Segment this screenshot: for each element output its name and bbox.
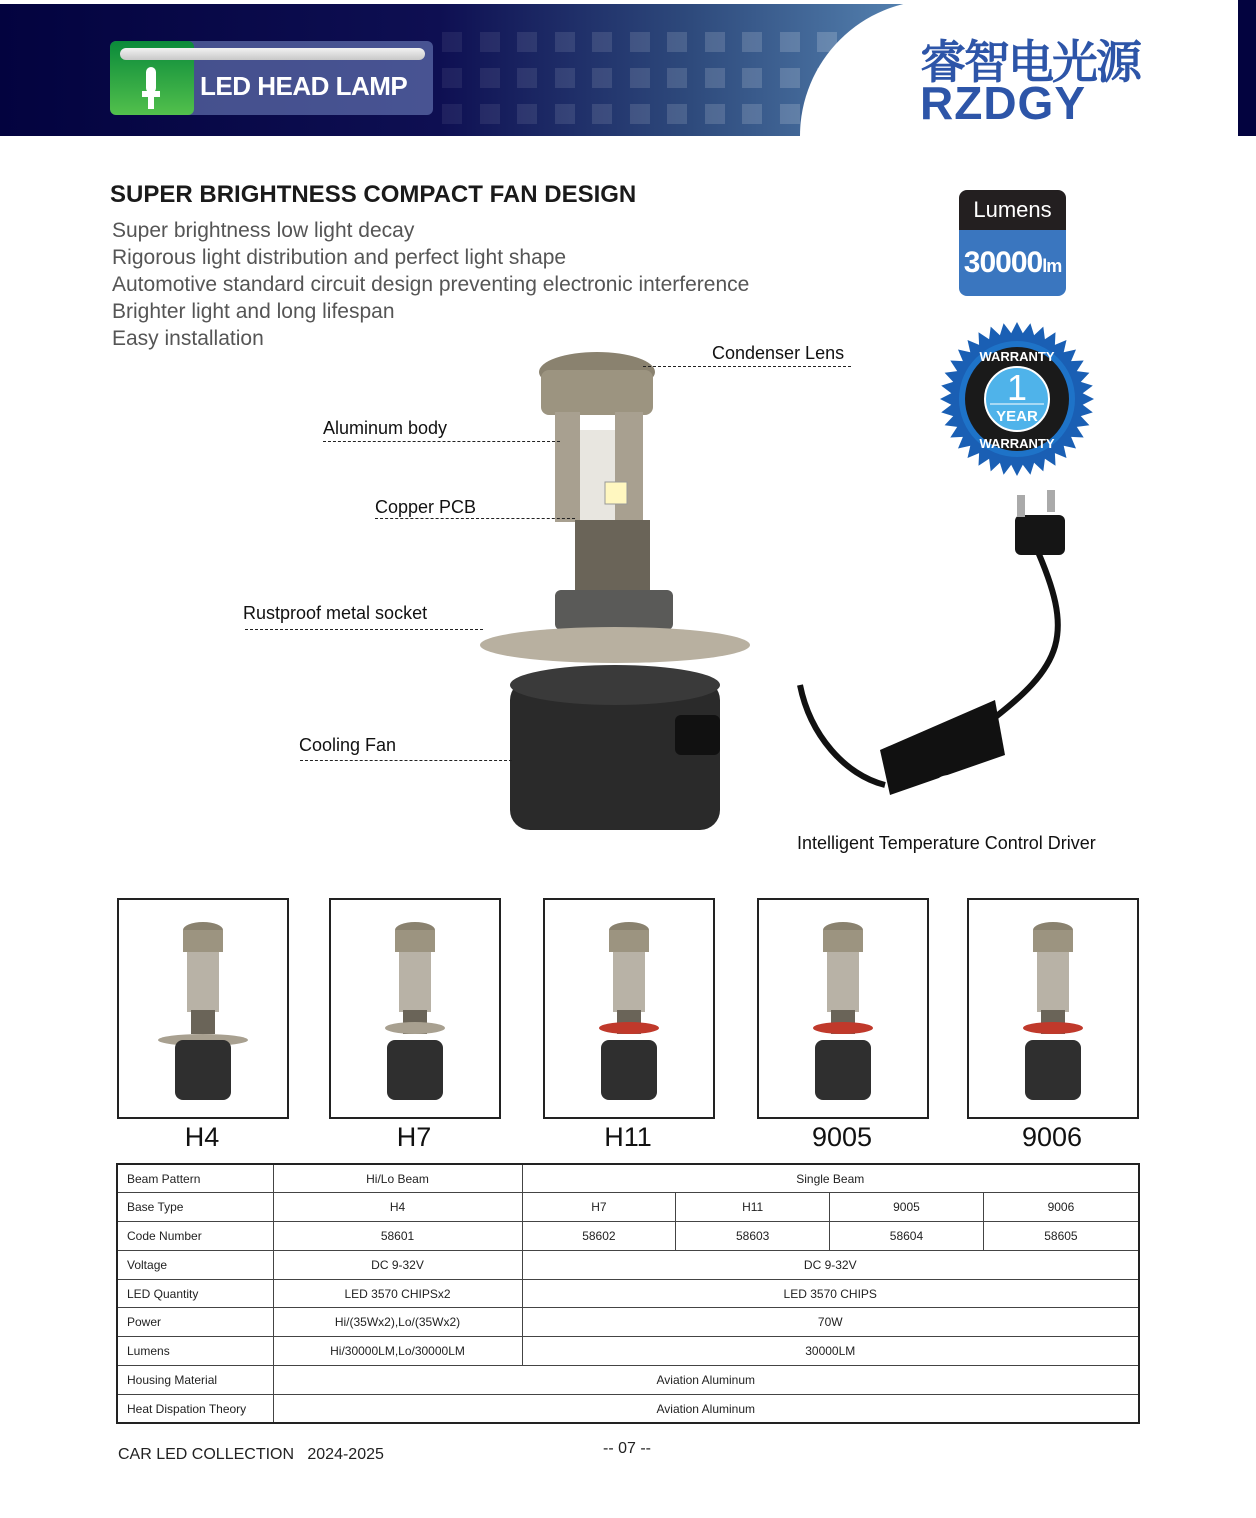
cell: LED 3570 CHIPS — [522, 1279, 1139, 1308]
row-label: Voltage — [117, 1250, 273, 1279]
section-title: SUPER BRIGHTNESS COMPACT FAN DESIGN — [110, 181, 637, 208]
banner-square — [742, 68, 762, 88]
cell: 9006 — [983, 1193, 1139, 1222]
banner-square — [592, 32, 612, 52]
cell: H11 — [676, 1193, 830, 1222]
callout-driver: Intelligent Temperature Control Driver — [797, 833, 1096, 853]
cell: Hi/30000LM,Lo/30000LM — [273, 1337, 522, 1366]
banner-square — [442, 32, 462, 52]
product-name: H4 — [184, 1122, 220, 1152]
banner-square — [555, 68, 575, 88]
banner-square — [480, 68, 500, 88]
product-image-box — [967, 898, 1139, 1119]
category-badge — [110, 41, 433, 115]
warranty-unit: YEAR — [996, 408, 1038, 425]
callout-condenser-lens: Condenser Lens — [712, 343, 845, 363]
callout-aluminum-body: Aluminum body — [323, 418, 448, 438]
warranty-number: 1 — [1006, 367, 1028, 408]
banner-square — [517, 32, 537, 52]
banner-square — [592, 104, 612, 124]
product-name: H7 — [396, 1122, 432, 1152]
table-row — [117, 1164, 1139, 1193]
driver-image — [795, 485, 1095, 815]
lumens-label: Lumens — [959, 190, 1066, 230]
lumens-value-box — [959, 230, 1066, 296]
banner-square — [592, 68, 612, 88]
cell: DC 9-32V — [273, 1250, 522, 1279]
banner-square — [780, 68, 800, 88]
table-row — [117, 1394, 1139, 1423]
banner-square — [442, 104, 462, 124]
banner-square — [630, 32, 650, 52]
product-bulb-image — [119, 900, 287, 1117]
feature-item: Super brightness low light decay — [112, 219, 415, 242]
cell: 58605 — [983, 1222, 1139, 1251]
cell: 70W — [522, 1308, 1139, 1337]
cell: Hi/Lo Beam — [273, 1164, 522, 1193]
banner-square — [780, 104, 800, 124]
table-row — [117, 1308, 1139, 1337]
table-row — [117, 1250, 1139, 1279]
banner-square — [667, 68, 687, 88]
product-bulb-image — [331, 900, 499, 1117]
cell: 9005 — [830, 1193, 984, 1222]
table-row — [117, 1193, 1139, 1222]
cell: Single Beam — [522, 1164, 1139, 1193]
cell: Aviation Aluminum — [273, 1394, 1139, 1423]
page-number: -- 07 -- — [603, 1440, 651, 1457]
banner-square — [480, 32, 500, 52]
banner-square — [517, 104, 537, 124]
cell: 58602 — [522, 1222, 676, 1251]
feature-item: Automotive standard circuit design preventing electronic interference — [112, 273, 750, 296]
category-label: LED HEAD LAMP — [200, 71, 408, 101]
callout-cooling-fan: Cooling Fan — [299, 735, 397, 755]
cell: 58604 — [830, 1222, 984, 1251]
feature-item: Rigorous light distribution and perfect light shape — [112, 246, 567, 269]
callout-line — [375, 518, 575, 519]
table-row — [117, 1337, 1139, 1366]
banner-square — [667, 104, 687, 124]
warranty-bottom-text: WARRANTY — [979, 436, 1055, 451]
product-name: 9005 — [811, 1122, 873, 1152]
row-label: Power — [117, 1308, 273, 1337]
lumens-value: 30000 — [963, 246, 1043, 279]
cell: DC 9-32V — [522, 1250, 1139, 1279]
product-image-box — [117, 898, 289, 1119]
product-name: H11 — [604, 1122, 652, 1152]
banner-square — [742, 104, 762, 124]
banner-square — [705, 104, 725, 124]
callout-line — [643, 366, 851, 367]
banner-square — [742, 32, 762, 52]
banner-square — [630, 68, 650, 88]
cell: H7 — [522, 1193, 676, 1222]
warranty-top-text: WARRANTY — [979, 349, 1055, 364]
product-bulb-image — [969, 900, 1137, 1117]
table-row — [117, 1222, 1139, 1251]
banner-square — [517, 68, 537, 88]
cell: H4 — [273, 1193, 522, 1222]
footer-collection: CAR LED COLLECTION 2024-2025 — [118, 1446, 384, 1463]
feature-item: Brighter light and long lifespan — [112, 300, 395, 323]
row-label: Heat Dispation Theory — [117, 1394, 273, 1423]
table-row — [117, 1279, 1139, 1308]
cell: 58601 — [273, 1222, 522, 1251]
row-label: Housing Material — [117, 1366, 273, 1395]
product-bulb-image — [545, 900, 713, 1117]
banner-square — [705, 68, 725, 88]
callout-socket: Rustproof metal socket — [243, 603, 428, 623]
banner-square — [442, 68, 462, 88]
banner-square — [555, 32, 575, 52]
callout-copper-pcb: Copper PCB — [375, 497, 477, 517]
banner-square — [555, 104, 575, 124]
main-bulb-image — [475, 350, 760, 840]
cell: 58603 — [676, 1222, 830, 1251]
product-image-box — [329, 898, 501, 1119]
cell: LED 3570 CHIPSx2 — [273, 1279, 522, 1308]
feature-item: Easy installation — [112, 327, 264, 350]
table-row — [117, 1366, 1139, 1395]
callout-line — [323, 441, 560, 442]
row-label: Beam Pattern — [117, 1164, 273, 1193]
brand-logo-cn: 睿智电光源 — [920, 36, 1140, 88]
lumens-unit: lm — [1042, 256, 1062, 276]
product-image-box — [543, 898, 715, 1119]
callout-line — [245, 629, 483, 630]
banner-square — [480, 104, 500, 124]
badge-highlight — [120, 48, 425, 60]
brand-logo-en: RZDGY — [920, 77, 1086, 129]
row-label: Lumens — [117, 1337, 273, 1366]
callout-line — [300, 760, 512, 761]
header-edge-bar — [1238, 0, 1256, 136]
cell: 30000LM — [522, 1337, 1139, 1366]
spec-table — [116, 1163, 1140, 1424]
product-name: 9006 — [1021, 1122, 1083, 1152]
row-label: Code Number — [117, 1222, 273, 1251]
product-bulb-image — [759, 900, 927, 1117]
lumens-badge — [959, 190, 1066, 296]
warranty-seal-icon — [940, 320, 1095, 478]
banner-square — [630, 104, 650, 124]
product-image-box — [757, 898, 929, 1119]
cell: Aviation Aluminum — [273, 1366, 1139, 1395]
banner-square — [705, 32, 725, 52]
banner-square — [780, 32, 800, 52]
row-label: LED Quantity — [117, 1279, 273, 1308]
row-label: Base Type — [117, 1193, 273, 1222]
banner-square — [667, 32, 687, 52]
cell: Hi/(35Wx2),Lo/(35Wx2) — [273, 1308, 522, 1337]
